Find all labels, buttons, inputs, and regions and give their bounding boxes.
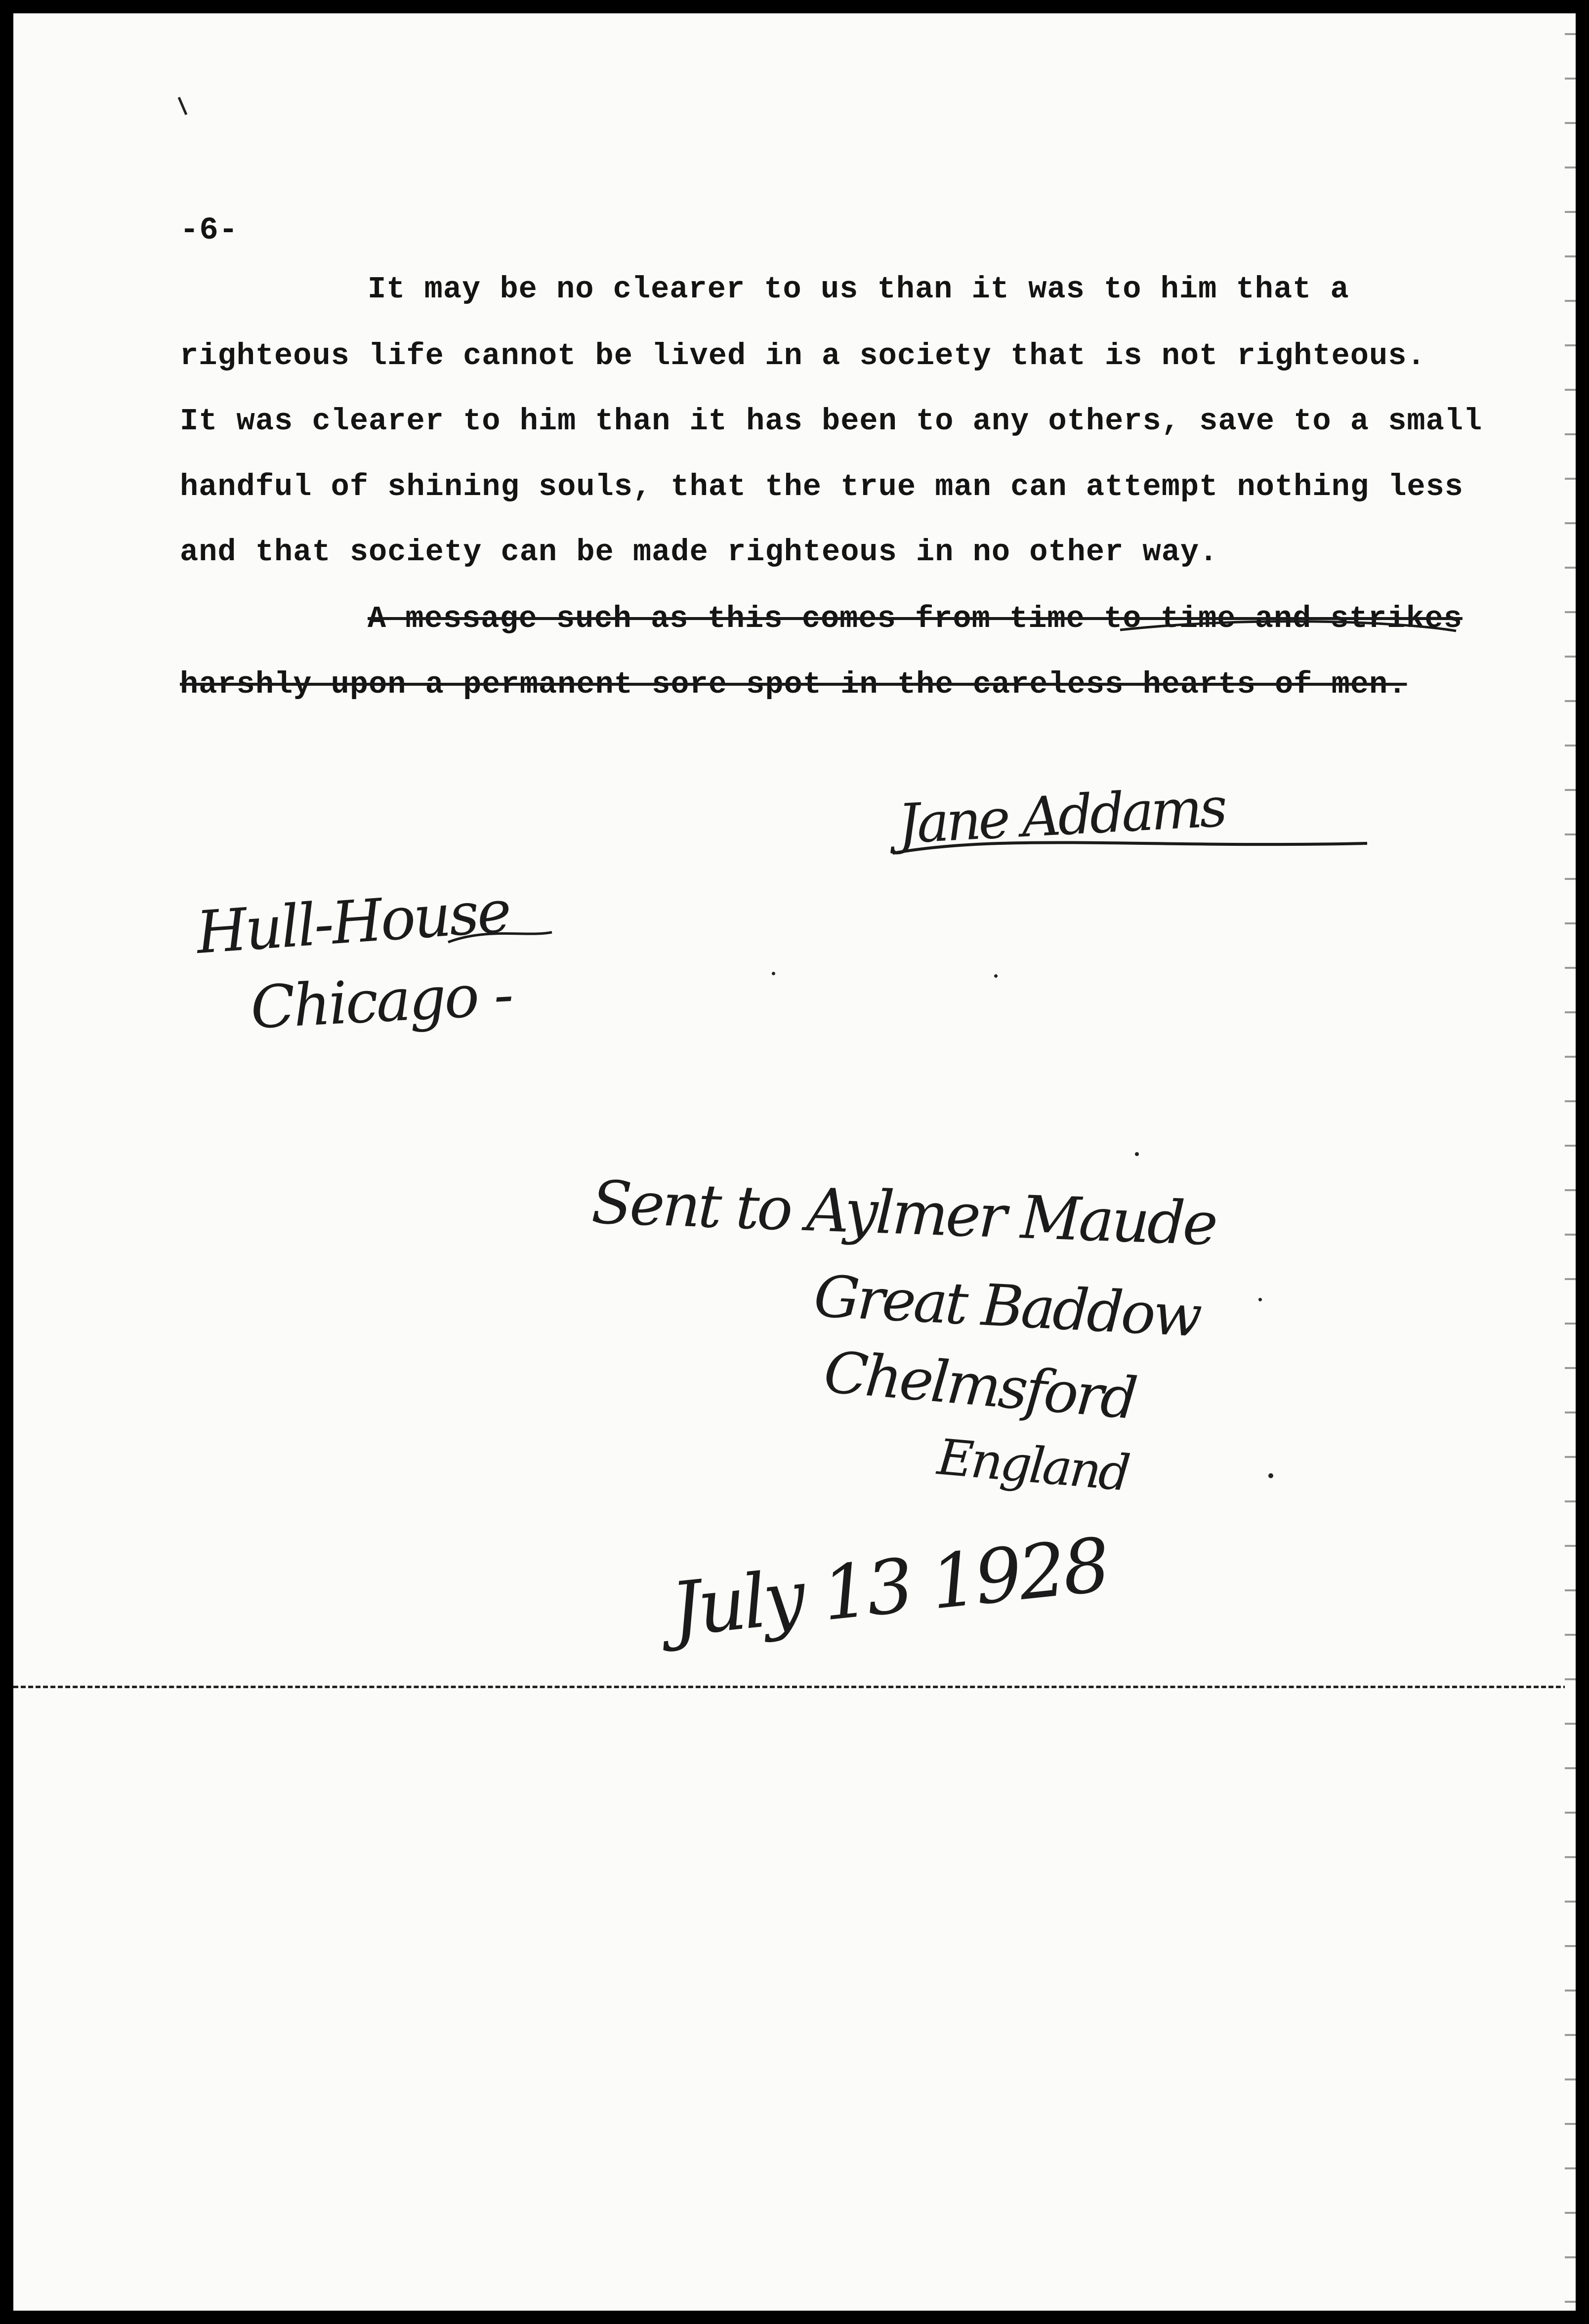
ink-speck — [772, 972, 775, 975]
body-line-1: It may be no clearer to us than it was to him that a — [368, 272, 1349, 307]
handwritten-address-line-3: Chelmsford — [821, 1338, 1138, 1433]
fold-line — [13, 1686, 1576, 1688]
handwritten-location-line-2: Chicago - — [249, 960, 513, 1042]
signature-underline — [893, 842, 1367, 853]
ink-marks — [13, 13, 1576, 2311]
ink-speck — [1268, 1473, 1273, 1478]
handwritten-location-line-1: Hull-House — [194, 877, 512, 967]
ink-speck — [994, 974, 998, 978]
paper-sheet — [13, 13, 1576, 2311]
struck-line-1: A message such as this comes from time to time and strikes — [368, 601, 1463, 636]
page-number: -6- — [180, 213, 239, 249]
ink-speck — [1135, 1152, 1139, 1156]
body-line-5: and that society can be made righteous in no other way. — [180, 535, 1218, 570]
hull-house-tail — [448, 932, 552, 942]
top-left-pen-mark — [179, 97, 186, 115]
handwritten-address-line-1: Sent to Aylmer Maude — [590, 1168, 1217, 1259]
handwritten-date: July 13 1928 — [667, 1522, 1112, 1654]
body-line-2: righteous life cannot be lived in a society that is not righteous. — [180, 338, 1426, 374]
handwritten-signature: Jane Addams — [896, 775, 1226, 856]
strike-scribble — [1120, 622, 1456, 631]
body-line-3: It was clearer to him than it has been to any others, save to a small — [180, 404, 1483, 439]
body-line-4: handful of shining souls, that the true man can attempt nothing less — [180, 469, 1464, 504]
right-edge-wear — [1565, 13, 1576, 2311]
handwritten-address-line-2: Great Baddow — [812, 1263, 1202, 1350]
ink-speck — [1258, 1298, 1262, 1301]
handwritten-address-line-4: England — [935, 1428, 1130, 1502]
struck-line-2: harshly upon a permanent sore spot in the careless hearts of men. — [180, 667, 1407, 702]
